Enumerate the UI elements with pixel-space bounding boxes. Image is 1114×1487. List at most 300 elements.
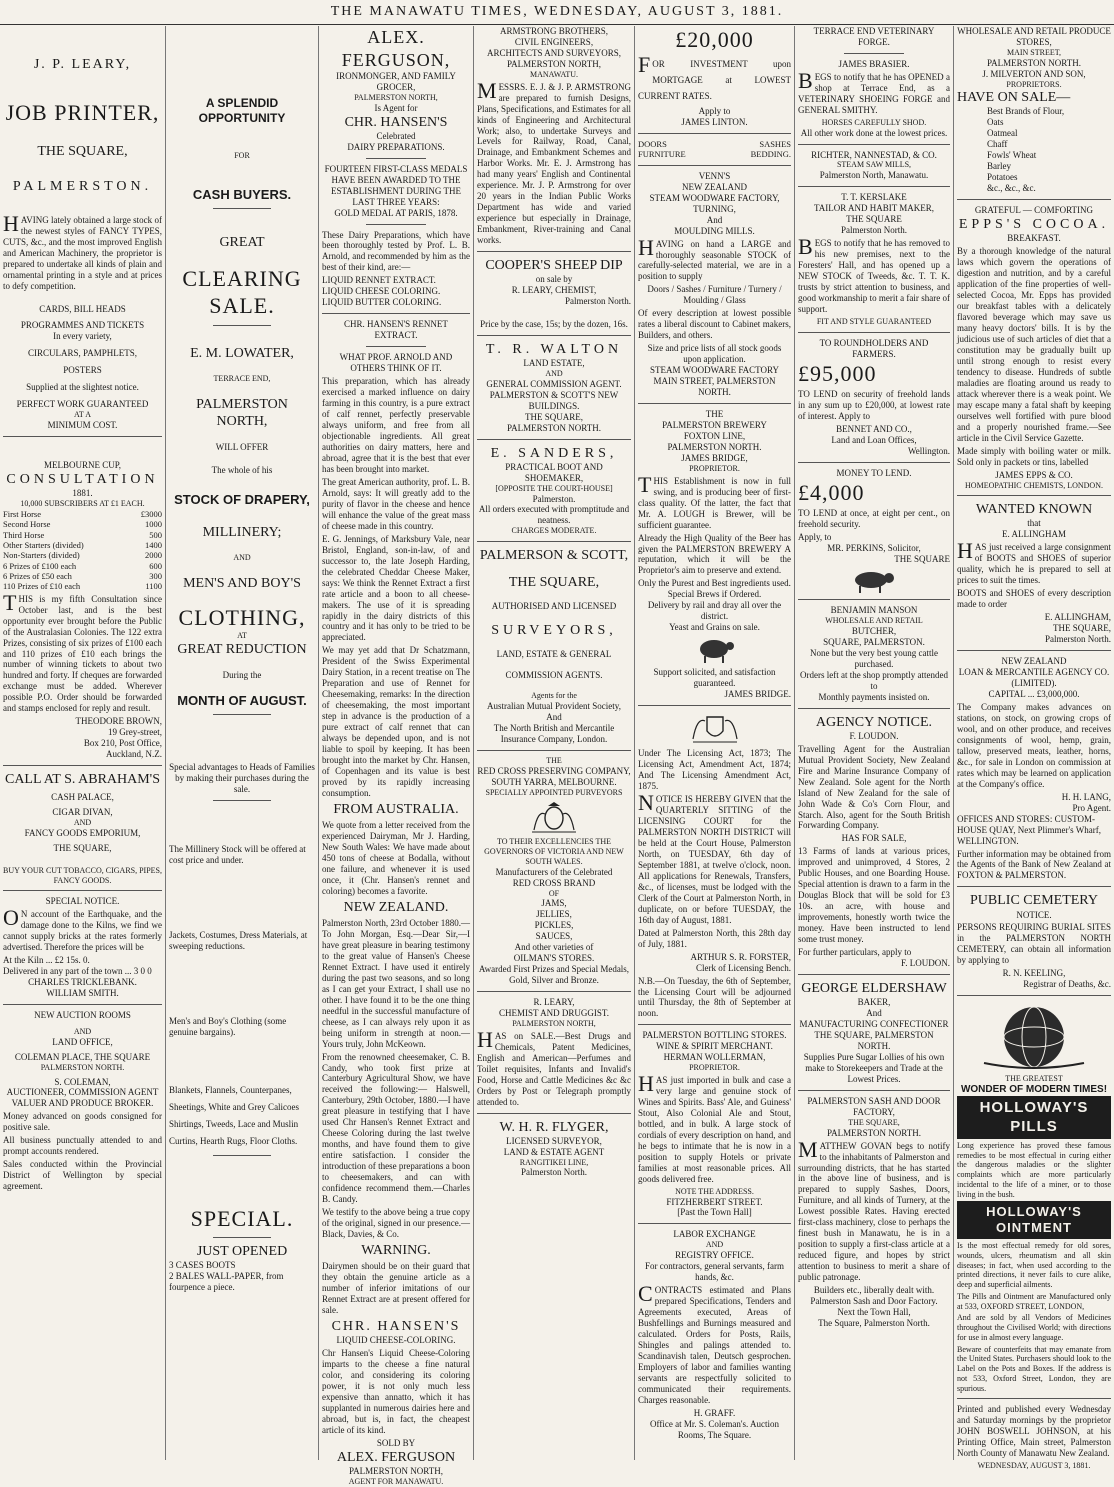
abraham-goods: FANCY GOODS.: [53, 875, 112, 885]
ferguson-agent: Is Agent for: [374, 102, 418, 113]
printed-by: Printed and published every Wednesday and Saturday mornings by the proprietor JOHN BOSWELL JOHNSON, at his Printing Office, Main street, Palmerston North County of Manawatu New Zealand.: [957, 1404, 1111, 1459]
produce-item: Potatoes: [987, 172, 1018, 183]
prize-label: 6 Prizes of £100 each: [3, 560, 77, 571]
amount-20000: £20,000: [675, 27, 754, 52]
black-davies: We testify to the above being a true copy of the original, signed in our presence.—Black, Davies, & Co.: [322, 1207, 470, 1240]
clothing: CLOTHING,: [178, 604, 306, 630]
leary-at: AT A: [74, 410, 91, 420]
brew-deliv: Delivery by rail and dray all over the district.: [647, 600, 782, 622]
registry: REGISTRY OFFICE.: [675, 1250, 754, 1261]
ps-land: LAND, ESTATE & GENERAL: [496, 649, 612, 660]
epps-sig: JAMES EPPS & CO.: [995, 469, 1073, 480]
prize-value: 2000: [145, 550, 162, 561]
warning-body: Dairymen should be on their guard that they obtain the genuine article as a number of inferior imitations of our Rennet Extract are at present offered for sale.: [322, 1261, 470, 1315]
money-to-lend: MONEY TO LEND.: [836, 467, 912, 478]
schatz: We may yet add that Dr Schatzmann, President of the Swiss Experimental Dairy Station, in a recent treatise on The Preparation and use of Rennet for Cheesemaking, remarks: In the direction of cheesemaking, the most important step in advance is the production of a pure extract of calf rennet that can always be depended upon, and is not liable to spoil by keeping. It has been brought into the market by Chr. Hansen, of Copenhagen and its value is best proved by its rapidly increasing consumption.: [322, 645, 470, 799]
e-addr: THE SQUARE, PALMERSTON NORTH.: [814, 1030, 934, 1052]
rc-manu: Manufacturers of the Celebrated: [495, 866, 613, 877]
lang-role: Pro Agent.: [1072, 802, 1111, 813]
walton-land: LAND ESTATE,: [523, 358, 585, 369]
epps-body: By a thorough knowledge of the natural laws which govern the operations of digestion and nutrition, and by a careful application of the fine properties of well-selected Cocoa, Mr. Epps has provided our breakfast tables with a delicately flavored beverage which may save us many heavy doctors' bills. It is by the judicious use of such articles of diet that a constitution may be gradually built up until strong enough to resist every tendency to disease. Hundreds of subtle maladies are floating around us ready to attack wherever there is a weak point. We may escape many a fatal shaft by keeping ourselves well fortified with pure blood and a properly nourished frame.—See article in the Civil Service Gazette.: [957, 246, 1111, 443]
ferguson-town: PALMERSTON NORTH,: [354, 92, 438, 102]
clearing-sale: CLEARING SALE.: [182, 265, 302, 319]
pills-banner: HOLLOWAY'S PILLS: [957, 1096, 1111, 1139]
special-sig2: WILLIAM SMITH.: [46, 988, 119, 999]
produce-item: Oatmeal: [987, 128, 1018, 139]
great-label: GREAT: [219, 234, 265, 250]
special-title: SPECIAL NOTICE.: [45, 896, 120, 907]
millinery: MILLINERY;: [202, 524, 282, 540]
wine: WINE & SPIRIT MERCHANT.: [656, 1041, 773, 1052]
k-town: Palmerston North.: [841, 225, 907, 236]
abraham-square: THE SQUARE,: [53, 842, 112, 853]
e-and: And: [866, 1008, 882, 1019]
prize-row: [3, 571, 162, 581]
produce-item: Fowls' Wheat: [987, 150, 1037, 161]
leary-name: J. P. LEARY,: [33, 57, 132, 72]
prize-label: Third Horse: [3, 529, 45, 540]
walton-bldg: PALMERSTON & SCOTT'S NEW BUILDINGS.: [489, 389, 619, 411]
leary-variety: In every variety,: [53, 331, 112, 342]
sanders-town: Palmerston.: [532, 493, 576, 504]
rc-pickles: PICKLES,: [534, 920, 574, 931]
ps-surveyors: SURVEYORS,: [491, 623, 617, 639]
greatest: THE GREATEST: [1005, 1074, 1063, 1084]
sanders-orders: All orders executed with promptitude and neatness.: [478, 504, 630, 526]
bennet-town: Wellington.: [907, 445, 950, 456]
prize-row: [3, 519, 162, 529]
prize-row: [3, 581, 162, 591]
k-square: THE SQUARE: [846, 214, 902, 225]
nzloan: NEW ZEALAND: [1001, 656, 1067, 667]
mens-clothing: Men's and Boy's Clothing (some genuine bargains).: [169, 1015, 287, 1037]
liquid-body: Chr Hansen's Liquid Cheese-Coloring imparts to the cheese a fine natural color, and considering its coloring power, it is not only much less expensive than annatto, which it has supplanted in numerous dairies here and abroad, but is, in fact, the cheapest article of its kind.: [322, 1347, 470, 1435]
lend1: TO LEND on security of freehold lands in any sum up to £20,000, at lowest rate of interest. Apply to: [798, 389, 950, 421]
bedding-label: BEDDING.: [750, 149, 791, 160]
for-label: FOR: [234, 151, 250, 161]
public-cemetery: PUBLIC CEMETERY: [970, 893, 1098, 909]
brew-body: THIS Establishment is now in full swing, and is producing beer of first-class quality. Of the latter, the fact that Mr. A. LOUGH is Brewer, will be sufficient guarantee.: [638, 471, 791, 530]
special-deliv: Delivered in any part of the town ... 3 0 0: [3, 966, 152, 977]
lic-clerk: Clerk of Licensing Bench.: [696, 962, 791, 973]
epps-chem: HOMEOPATHIC CHEMISTS, LONDON.: [965, 480, 1103, 490]
nzloan2: LOAN & MERCANTILE AGENCY CO. (LIMITED).: [958, 667, 1110, 688]
walton-name: T. R. WALTON: [485, 342, 623, 358]
arnold-body2: The great American authority, prof. L. B. Arnold, says: It will greatly add to the purity of flavor in the cheese and hence will enhance the value of the great mass of cheese made in this country.: [322, 476, 470, 531]
loudon-sig: F. LOUDON.: [900, 958, 950, 969]
warning-heading: WARNING.: [361, 1243, 431, 1259]
labor-and: AND: [705, 1240, 724, 1250]
cup-sign: THEODORE BROWN,: [75, 716, 162, 727]
prize-value: 1100: [145, 581, 162, 592]
splendid-heading: A SPLENDID OPPORTUNITY: [198, 96, 286, 125]
lic-dated: Dated at Palmerston North, this 28th day of July, 1881.: [638, 927, 791, 949]
abraham-cigar: CIGAR DIVAN,: [52, 807, 113, 818]
brewery-foxton: FOXTON LINE,: [683, 431, 746, 442]
cup-year: 1881.: [72, 488, 93, 499]
labor-for: For contractors, general servants, farm hands, &c.: [645, 1261, 784, 1283]
cup-addr3: Auckland, N.Z.: [106, 749, 162, 760]
lowater-name: E. M. LOWATER,: [190, 345, 294, 361]
bull-icon: [849, 568, 899, 594]
keeling: R. N. KEELING,: [1002, 968, 1066, 979]
auction-land: LAND OFFICE,: [52, 1036, 113, 1047]
coopers-heading: COOPER'S SHEEP DIP: [485, 258, 623, 274]
month-august: MONTH OF AUGUST.: [177, 692, 307, 708]
column-1: [0, 26, 165, 1460]
produce-item: Best Brands of Flour,: [987, 106, 1065, 117]
palmerston-north: PALMERSTON NORTH,: [196, 396, 288, 429]
linton: JAMES LINTON.: [681, 117, 748, 128]
armstrong-architects: ARCHITECTS AND SURVEYORS,: [486, 47, 622, 58]
abraham-fancy: FANCY GOODS EMPORIUM,: [24, 827, 141, 838]
manson: BENJAMIN MANSON: [830, 605, 918, 616]
eldershaw: GEORGE ELDERSHAW: [801, 981, 947, 997]
ointment-banner: HOLLOWAY'S OINTMENT: [957, 1201, 1111, 1239]
rleary-trade: CHEMIST AND DRUGGIST.: [499, 1008, 609, 1019]
abraham-ad: [3, 771, 162, 885]
allingham-body: HAS just received a large consignment of BOOTS and SHOES of superior quality, which he is prepared to sell at prices to suit the times.: [957, 538, 1111, 586]
beware: Beware of counterfeits that may emanate from the United States. Purchasers should look to the Label on the Pots and Boxes. If the address is not 533, Oxford Street, London, they are spurious.: [957, 1344, 1111, 1393]
prize-row: [3, 550, 162, 560]
ointment-sold: And are sold by all Vendors of Medicines throughout the Civilised World; with directions for use in almost every language.: [957, 1313, 1111, 1342]
epps-made: Made simply with boiling water or milk. Sold only in packets or tins, labelled: [957, 445, 1111, 467]
contracts: CONTRACTS estimated and Plans prepared Specifications, Tenders and Agreements executed, Areas of Bushfellings and Burnings measured and calculated. Orders for Posts, Rails, Shingles and palings attended to. Scandinavish talen, Deutsch gesprochen. Employers of labor and families wanting servants are respectfully solicited to communicated their requirements. Charges reasonable.: [638, 1281, 791, 1405]
hansen-name: CHR. HANSEN'S: [344, 114, 448, 130]
venns-and: And: [706, 214, 723, 225]
lang: H. H. LANG,: [1061, 791, 1111, 802]
brew-only: Only the Purest and Best ingredients used.: [638, 578, 791, 589]
medals: FOURTEEN FIRST-CLASS MEDALS HAVE BEEN AWARDED TO THE ESTABLISHMENT DURING THE LAST THREE YEARS:: [324, 163, 468, 207]
have-on-sale: HAVE ON SALE—: [957, 90, 1071, 106]
rc-jellies: JELLIES,: [536, 909, 572, 920]
flyger-land: LAND & ESTATE AGENT: [503, 1146, 605, 1157]
prize-label: Non-Starters (divided): [3, 550, 80, 561]
graff-office: Office at Mr. S. Coleman's. Auction Rooms, The Square.: [650, 1418, 779, 1440]
candy: From the renowned cheesemaker, C. B. Candy, who took first prize at Canterbury Agricultural Show, we have received the following:— Halswell, Canterbury, 29th October, 1880.—I have great pleasure in testifying that I have used Chr Hansen's Rennet Extract and Cheese Coloring during the last twelve months, and have found them to give entire satisfaction. I consider the introduction of these preparations a boon to cheesemakers, and can with confidence recommend them.—Charles B. Candy.: [322, 1051, 470, 1205]
will-offer: WILL OFFER: [215, 441, 269, 452]
epps: EPPS'S COCOA.: [958, 217, 1110, 233]
new-zealand: NEW ZEALAND.: [343, 899, 449, 915]
cup-subs: 10,000 SUBSCRIBERS AT £1 EACH.: [20, 499, 145, 509]
rc-sauces: SAUCES,: [535, 931, 573, 942]
venns: VENN'S: [698, 170, 731, 181]
auction-title: NEW AUCTION ROOMS: [34, 1010, 131, 1021]
loudon-farms: 13 Farms of lands at various prices, improved and unimproved, 4 Stores, 2 Public Houses, and one Boarding House. Special attention is drawn to a farm in the Douglas Block that will be sold for £3 10s. an acre, with house and improvements, honestly worth twice the money. Have been instructed to lend some trust money.: [798, 846, 950, 945]
australia-body: We quote from a letter received from the experienced Dairyman, Mr J. Harding, New South Wales: We have made about 450 tons of cheese at Bodalla, without one failure, and whenever it is used once, it (Chr. Hansen's rennet and coloring) becomes a favorite.: [322, 820, 470, 896]
prize-row: [3, 540, 162, 550]
brasier: JAMES BRASIER.: [838, 58, 910, 69]
hansen2: CHR. HANSEN'S: [331, 1318, 461, 1334]
rc-purv: SPECIALLY APPOINTED PURVEYORS: [485, 787, 623, 797]
ointment-body: Is the most effectual remedy for old sores, wounds, ulcers, rheumatism and all skin diseases; in fact, when used according to the printed directions, it never fails to cure alike, deep and superficial ailments.: [957, 1241, 1111, 1290]
cheese-coloring: LIQUID CHEESE COLORING.: [322, 286, 441, 297]
prize-row: [3, 561, 162, 571]
leary-circulars: CIRCULARS, PAMPHLETS,: [28, 348, 137, 359]
coopers-by: R. LEARY, CHEMIST,: [511, 285, 597, 296]
flyger-lic: LICENSED SURVEYOR,: [506, 1135, 602, 1146]
sash-town: PALMERSTON NORTH.: [827, 1127, 921, 1138]
produce-list: [957, 106, 1111, 194]
auction-and: AND: [73, 1027, 92, 1037]
armstrong-town: PALMERSTON NORTH,: [507, 58, 601, 69]
column-3: [318, 26, 473, 1486]
nz-body: Palmerston North, 23rd October 1880.—To John Morgan, Esq.—Dear Sir,—I have great pleasure in bearing testimony to the great value of Hansen's Cheese Rennet Extract. I have used it entirely during the past two seasons, and so long as I can get your Extract, I shall use no other. I have found it to be the one thing needful in the successful manufacture of cheese, as I can always rely upon it as being uniform in strength at noon.—Yours truly, John McKeown.: [322, 917, 470, 1049]
special-sig1: CHARLES TRICKLEBANK.: [28, 977, 137, 988]
sanders-opp: [OPPOSITE THE COURT-HOUSE]: [495, 483, 613, 493]
loudon-further: For further particulars, apply to: [798, 947, 912, 958]
labor: LABOR EXCHANGE: [673, 1229, 756, 1240]
blankets: Blankets, Flannels, Counterpanes, Sheetings, White and Grey Calicoes Shirtings, Tweeds, Lace and Muslin Curtins, Hearth Rugs, Floor Cloths.: [169, 1084, 300, 1146]
brew-special: Special Brews if Ordered.: [667, 589, 762, 600]
brewery-bridge: JAMES BRIDGE,: [681, 452, 748, 463]
leary-notice: Supplied at the slightest notice.: [26, 382, 139, 393]
venns-items2: Of every description at lowest possible rates a liberal discount to Cabinet makers, Builders, and others.: [638, 308, 791, 341]
prize-value: 600: [149, 560, 162, 571]
pills-body: Long experience has proved these famous remedies to be most effectual in curing either the dangerous maladies or the slighter complaints which are more particularly incidental to the life of a miner, or to those living in the bush.: [957, 1140, 1111, 1199]
armstrong-region: MANAWATU.: [529, 69, 579, 79]
bennet-off: Land and Loan Offices,: [831, 434, 917, 445]
cemetery-body: PERSONS REQUIRING BURIAL SITES in the PALMERSTON NORTH CEMETERY, can obtain all information by applying to: [957, 922, 1111, 966]
allingham-town: Palmerston North.: [1045, 634, 1111, 645]
masthead: THE MANAWATU TIMES, WEDNESDAY, AUGUST 3, 1881.: [0, 0, 1114, 25]
column-7: [953, 26, 1114, 1471]
for-sale: HAS FOR SALE,: [841, 833, 907, 844]
manson-orders: Orders left at the shop promptly attended to: [800, 669, 948, 691]
auction-money: Money advanced on goods consigned for positive sale.: [3, 1111, 162, 1133]
rleary-body: HAS on SALE.—Best Drugs and Chemicals, Patent Medicines, English and American—Perfumes and Toilet requisites, Infants and Invalid's Food, Horse and Cattle Medicines &c &c Orders by Post or Telegraph promptly attended to.: [477, 1026, 631, 1107]
wholesale: WHOLESALE AND RETAIL PRODUCE STORES,: [957, 26, 1111, 47]
cup-consult: CONSULTATION: [6, 471, 159, 487]
butter-coloring: LIQUID BUTTER COLORING.: [322, 297, 442, 308]
w-prop: PROPRIETOR.: [689, 1063, 740, 1073]
prize-row: [3, 530, 162, 540]
prize-value: 1000: [145, 519, 162, 530]
amount-95000: £95,000: [798, 360, 877, 386]
lic-under: Under The Licensing Act, 1873; The Licensing Act, Amendment Act, 1874; And The Licensing Amendment Act, 1875.: [638, 748, 791, 792]
w-body: HAS just imported in bulk and case a very large and genuine stock of Wines and Spirits. Bass' Ale, and Guiness' Stout, Also Colonial Ale and Stout, bottled, and in bulk. A large stock of cordials of every description on hand, and he begs to intimate that he is now in a position to supply Hotels or private families at most reasonable prices. All goods delivered free.: [638, 1071, 791, 1184]
brewery-name: PALMERSTON BREWERY: [662, 420, 767, 431]
rc-another: And other varieties of: [514, 942, 594, 953]
leary-posters: POSTERS: [63, 365, 102, 376]
sheep-icon: [692, 636, 738, 664]
allingham: E. ALLINGHAM: [1002, 529, 1066, 540]
venns-turning: TURNING,: [693, 203, 736, 214]
wolleman: HERMAN WOLLERMAN,: [663, 1052, 766, 1063]
cup-prize-table: [3, 509, 162, 592]
w-street: FITZHERBERT STREET.: [666, 1196, 763, 1207]
ointment-addr: The Pills and Ointment are Manufactured only at 533, OXFORD STREET, LONDON,: [957, 1291, 1111, 1311]
boots-shoes: BOOTS and SHOES of every description made to order: [957, 588, 1111, 610]
rc-name: RED CROSS PRESERVING COMPANY,: [477, 765, 631, 776]
advantages: Special advantages to Heads of Families by making their purchases during the sale.: [169, 761, 315, 794]
further-info: Further information may be obtained from the Agents of the Bank of New Zealand at FOXTON & PALMERSTON.: [957, 848, 1111, 881]
mens-boys: MEN'S AND BOY'S: [183, 575, 301, 591]
ferguson-name: ALEX. FERGUSON,: [341, 27, 451, 70]
auction-town: PALMERSTON NORTH.: [40, 1062, 125, 1072]
lic-nb: N.B.—On Tuesday, the 6th of September, the Licensing Court will be adjourned until Thursday, the 8th of September at noon.: [638, 975, 791, 1019]
walton-sq: THE SQUARE,: [525, 411, 583, 422]
stock-drapery: STOCK OF DRAPERY,: [174, 491, 310, 507]
milverton: J. MILVERTON AND SON,: [982, 68, 1086, 79]
special-kiln: At the Kiln ... £2 15s. 0.: [3, 955, 90, 966]
tailor: TAILOR AND HABIT MAKER,: [813, 203, 935, 214]
abraham-palace: CASH PALACE,: [51, 792, 114, 803]
other-work: All other work done at the lowest prices.: [800, 127, 948, 138]
liquid-heading: LIQUID CHEESE-COLORING.: [336, 1335, 456, 1346]
brewery-proprietor: PROPRIETOR.: [689, 463, 740, 473]
melbourne-cup-ad: [3, 442, 162, 760]
lic-body: NOTICE IS HEREBY GIVEN that the QUARTERLY SITTING of the LICENSING COURT for the PALMERSTON NORTH DISTRICT will be held at the Court House, Palmerston North, on TUESDAY, 6th day of September 1881, at twelve o'clock, noon. All applications for Renewals, Transfers, &c., of licenses, must be lodged with the Clerk of the Court at Palmerston North, in duplicate, on or before TUESDAY, the 16th day of August, 1881.: [638, 790, 791, 925]
royal-crest-icon: [528, 800, 580, 834]
arnold-heading: WHAT PROF. ARNOLD AND OTHERS THINK OF IT.: [339, 352, 453, 374]
rc-loc: SOUTH YARRA, MELBOURNE.: [491, 776, 617, 787]
walton-town: PALMERSTON NORTH.: [507, 422, 601, 433]
brewery-the: THE: [705, 409, 724, 420]
rc-jams: JAMS,: [541, 898, 567, 909]
at-label: AT: [237, 631, 247, 641]
sold-town: PALMERSTON NORTH,: [349, 1465, 443, 1476]
prize-label: Other Starters (divided): [3, 539, 84, 550]
during-the: During the: [222, 669, 262, 680]
sanders-charges: CHARGES MODERATE.: [511, 526, 597, 536]
prize-label: Second Horse: [3, 519, 51, 530]
registrar: Registrar of Deaths, &c.: [1023, 979, 1111, 990]
k-fit: FIT AND STYLE GUARANTEED: [816, 316, 932, 326]
cash-buyers: CASH BUYERS.: [192, 187, 292, 202]
prize-value: 500: [149, 529, 162, 540]
allingham-sq: THE SQUARE,: [1053, 623, 1111, 634]
great-reduction: GREAT REDUCTION: [177, 641, 307, 657]
roundholders: TO ROUNDHOLDERS AND FARMERS.: [819, 337, 929, 359]
brasier-body: BEGS to notify that he has OPENED a shop at Terrace End, as a VETERINARY SHOEING FORGE and GENERAL SMITHY.: [798, 67, 950, 115]
manson-town: SQUARE, PALMERSTON.: [823, 636, 925, 647]
sash: PALMERSTON SASH AND DOOR FACTORY,: [807, 1095, 941, 1117]
terrace-forge: TERRACE END VETERINARY FORGE.: [813, 26, 935, 47]
abraham-buy: BUY YOUR CUT TOBACCO, CIGARS, PIPES,: [3, 865, 162, 875]
wonder: WONDER OF MODERN TIMES!: [960, 1084, 1108, 1096]
ps-nb: The North British and Mercantile Insurance Company, London.: [493, 723, 615, 744]
coopers-sale: on sale by: [535, 274, 573, 285]
wanted-that: that: [1027, 518, 1041, 529]
armstrong-name: ARMSTRONG BROTHERS,: [499, 26, 609, 36]
brew-body2: Already the High Quality of the Beer has given the PALMERSTON BREWERY A reputation, which it will be the Proprietor's aim to preserve and extend.: [638, 532, 791, 576]
produce-item: Chaff: [987, 139, 1008, 150]
breakfast: BREAKFAST.: [1007, 233, 1061, 244]
prize-label: 6 Prizes of £50 each: [3, 570, 72, 581]
prize-value: 1400: [145, 539, 162, 550]
capital: CAPITAL ... £3,000,000.: [988, 688, 1080, 699]
column-4: [473, 26, 634, 1460]
venns-having: HAVING on hand a LARGE and thoroughly seasonable STOCK of carefully-selected material, we are in a position to supply: [638, 234, 791, 282]
arnold-body: This preparation, which has already exercised a marked influence on dairy farming in this country, is a pure extract of calf rennet, perfectly preservable always uniform, and free from all objectionable ingredients. All great authorities on dairy matters, here and abroad, agree that it is the best that ever has been brought into market.: [322, 376, 470, 474]
bottling: PALMERSTON BOTTLING STORES.: [642, 1030, 787, 1041]
brew-sig: JAMES BRIDGE.: [724, 689, 791, 700]
terrace-end: TERRACE END,: [213, 374, 271, 384]
venns-steam: STEAM WOODWARE FACTORY,: [649, 192, 780, 203]
abraham-call: CALL AT S. ABRAHAM'S: [4, 772, 160, 788]
ferguson-trade: IRONMONGER, AND FAMILY GROCER,: [336, 71, 456, 92]
ps-agents: Agents for the: [531, 691, 577, 701]
bennet: BENNET AND CO.,: [836, 423, 912, 434]
agency-notice: AGENCY NOTICE.: [815, 714, 933, 730]
auction-name: S. COLEMAN,: [54, 1076, 111, 1087]
wanted-known: WANTED KNOWN: [975, 502, 1093, 518]
butcher: BUTCHER,: [851, 625, 897, 636]
sold-name: ALEX. FERGUSON: [336, 1449, 456, 1465]
investment: FOR INVESTMENT upon MORTGAGE at LOWEST CURRENT RATES.: [638, 51, 791, 101]
venns-items: Doors / Sashes / Furniture / Turnery / Moulding / Glass: [647, 284, 782, 306]
sanders-trade: PRACTICAL BOOT AND SHOEMAKER,: [505, 461, 603, 483]
doors-label: DOORS: [638, 139, 667, 149]
produce-item: Oats: [987, 117, 1004, 128]
rc-gov: TO THEIR EXCELLENCIES THE GOVERNORS OF VICTORIA AND NEW SOUTH WALES.: [484, 837, 624, 866]
rc-brand: RED CROSS BRAND: [512, 877, 596, 888]
flyger-line: RANGITIKEI LINE,: [519, 1157, 589, 1167]
ps-and: And: [546, 712, 562, 723]
cup-title: MELBOURNE CUP,: [43, 460, 121, 471]
leary-perfect: PERFECT WORK GUARANTEED: [16, 399, 149, 410]
sashes-label: SASHES: [759, 139, 791, 149]
allingham2: E. ALLINGHAM,: [1044, 612, 1111, 623]
whole-of-his: The whole of his: [211, 464, 273, 475]
leary-printer-ad: [3, 26, 162, 431]
doors-table: [638, 139, 791, 160]
lic-sig: ARTHUR S. R. FORSTER,: [690, 951, 791, 962]
govan: MATTHEW GOVAN begs to notify to the inhabitants of Palmerston and surrounding districts, that he has started in the above line of business, and is prepared to supply Sashes, Doors, Furniture, and all kinds of Turnery, at the Lowest possible Rates. Having erected first-class machinery, close to perhaps the finest bush in Manawatu, he is in a position to supply a first-class article at a reduced figure, and hopes by strict attention to business to merit a share of public patronage.: [798, 1136, 950, 1283]
ps-amp: Australian Mutual Provident Society,: [487, 701, 621, 712]
produce-item: &c., &c., &c.: [987, 183, 1036, 194]
special-body: ON account of the Earthquake, and the damage done to the Kilns, we find we cannot supply bricks at the rates formerly advertised. Therefore the prices will be: [3, 905, 162, 953]
produce-item: Barley: [987, 161, 1011, 172]
builders: Builders etc., liberally dealt with.: [813, 1285, 935, 1296]
column-6: [794, 26, 953, 1460]
sash-sq: THE SQUARE,: [848, 1117, 900, 1127]
prize-label: 110 Prizes of £10 each: [3, 581, 81, 592]
manson-trade: WHOLESALE AND RETAIL: [825, 616, 923, 626]
rennet-heading: CHR. HANSEN'S RENNET EXTRACT.: [344, 319, 448, 341]
and-label: AND: [233, 552, 251, 562]
rc-awards: Awarded First Prizes and Special Medals, Gold, Silver and Bronze.: [478, 964, 630, 986]
perkins: MR. PERKINS, Solicitor,: [827, 543, 921, 554]
cup-addr1: 19 Grey-street,: [108, 727, 162, 738]
column-2: [165, 26, 318, 1460]
flyger-town: Palmerston North.: [521, 1167, 587, 1178]
auction-all: All business punctually attended to and prompt accounts rendered.: [3, 1135, 162, 1157]
coat-of-arms-icon: [689, 711, 741, 745]
leary-programmes: PROGRAMMES AND TICKETS: [20, 320, 145, 331]
ps-auth: AUTHORISED AND LICENSED: [491, 601, 617, 612]
apply-to-perkins: Apply, to: [798, 532, 832, 543]
sold-agent: AGENT FOR MANAWATU.: [348, 1476, 444, 1486]
special-heading: SPECIAL.: [190, 1205, 294, 1231]
brew-support: Support solicited, and satisfaction guaranteed.: [653, 667, 776, 689]
furniture-label: FURNITURE: [638, 149, 686, 160]
walton-gen: GENERAL COMMISSION AGENT.: [486, 378, 622, 389]
rleary-town: PALMERSTON NORTH,: [512, 1019, 596, 1028]
celebrated: Celebrated: [376, 130, 416, 141]
leary-square: THE SQUARE,: [37, 143, 128, 159]
cup-addr2: Box 210, Post Office,: [83, 738, 162, 749]
apply-to: Apply to: [698, 106, 731, 117]
just-opened: JUST OPENED: [196, 1244, 288, 1260]
auction-sales: Sales conducted within the Provincial District of Wellington by special agreement.: [3, 1159, 162, 1192]
sanders-name: E. SANDERS,: [490, 445, 618, 461]
ps-name: PALMERSON & SCOTT,: [479, 548, 629, 564]
props: PROPRIETORS.: [1006, 79, 1062, 89]
kerslake: T. T. KERSLAKE: [841, 192, 907, 203]
baker: BAKER,: [857, 997, 891, 1008]
